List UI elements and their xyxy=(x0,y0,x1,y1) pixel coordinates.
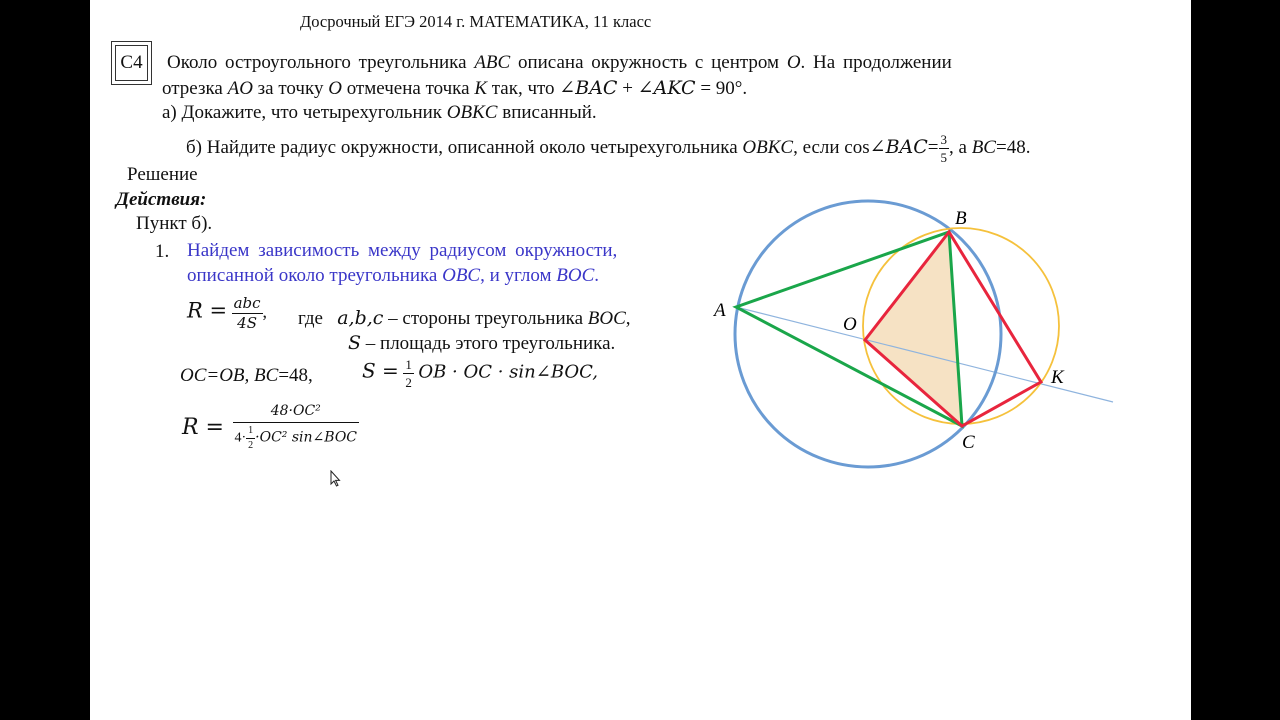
formula-r-abc: R = $\frac{\text{abc}}{4S}$ , xyxy=(187,294,268,332)
label-k: K xyxy=(1051,367,1064,388)
fraction-abc-4s: $\frac{\text{abc}}{4S}$ xyxy=(233,294,261,332)
formula-r-final: R = 48·OC² 4· $\frac{1}{2}$ ·OC² sin∠BOC xyxy=(182,403,358,451)
task-label: С4 xyxy=(115,45,148,81)
cos-fraction: $\frac{3}{5}$ xyxy=(940,132,948,165)
formula-area: S = $\frac{1}{2}$ OB · OC · sin∠BOC, xyxy=(362,357,599,390)
problem-line-2: отрезка AO за точку O отмечена точка K так, что ∠BAC + ∠AKC = 90°. xyxy=(162,77,748,99)
step1-line-2: описанной около треугольника OBC, и углом BOC. xyxy=(187,265,599,286)
formula-s-desc: S – площадь этого треугольника. xyxy=(348,332,616,354)
label-a: A xyxy=(714,300,726,321)
formula-where-text: где a,b,c – стороны треугольника BOC, xyxy=(298,307,631,329)
step1-line-1: Найдем зависимость между радиусом окружности, xyxy=(187,240,618,261)
actions-heading: Действия: xyxy=(116,189,207,210)
page-header: Досрочный ЕГЭ 2014 г. МАТЕМАТИКА, 11 класс xyxy=(300,12,652,31)
solution-title: Решение xyxy=(127,164,198,185)
fraction-one-half: $\frac{1}{2}$ xyxy=(405,357,412,390)
triangle-obc-fill xyxy=(865,232,962,426)
label-c: C xyxy=(962,432,975,453)
fraction-r-final: 48·OC² 4· $\frac{1}{2}$ ·OC² sin∠BOC xyxy=(234,403,358,451)
problem-part-a: а) Докажите, что четырехугольник OBKC вписанный. xyxy=(162,102,597,123)
point-b-label: Пункт б). xyxy=(136,213,213,234)
document-page xyxy=(90,0,1191,720)
problem-line-1: Около остроугольного треугольника ABC описана окружность с центром O. На продолжении xyxy=(167,52,952,73)
step-number: 1. xyxy=(155,241,170,262)
formula-oc-ob: OC=OB, BC=48, xyxy=(180,365,313,386)
geometry-diagram xyxy=(90,0,1191,720)
label-b: B xyxy=(955,208,967,229)
problem-part-b: б) Найдите радиус окружности, описанной около четырехугольника OBKC, если cos∠BAC= $\frac{3}{5}$ , а BC=48. xyxy=(186,132,1031,165)
label-o: O xyxy=(843,314,857,335)
